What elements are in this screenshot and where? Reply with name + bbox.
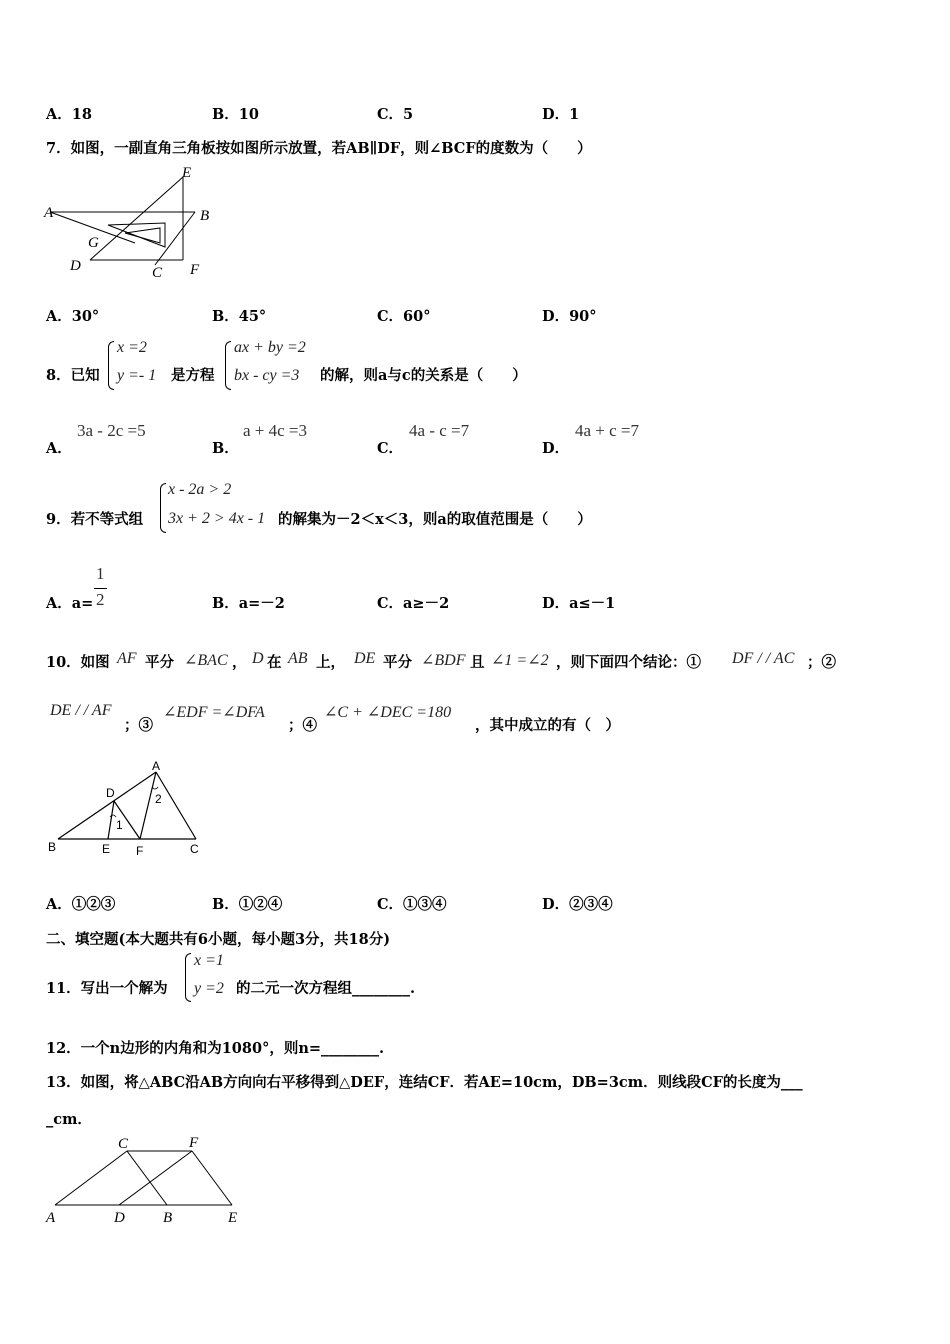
q8-option-a-expr: 3a - 2c =5	[77, 421, 146, 440]
q10-option-b: B．①②④	[212, 896, 283, 913]
q8-suffix: 的解，则a与c的关系是（ ）	[320, 367, 527, 384]
q9-brace	[160, 483, 166, 533]
q8-option-a-letter: A．	[46, 440, 72, 457]
q10-line1-text-6: 平分	[383, 654, 412, 671]
q10-line1-text-2: 平分	[145, 654, 174, 671]
q9-option-a-prefix: A．a=	[46, 595, 94, 612]
q8-option-c-letter: C．	[377, 440, 404, 457]
q11-brace	[185, 953, 191, 1002]
q13-label-b: B	[163, 1210, 173, 1226]
q8-sys1-eq2: y =- 1	[117, 367, 157, 384]
q10-label-b: B	[48, 840, 57, 854]
q10-line2-text-2: ；④	[288, 717, 317, 734]
q7-option-b: B．45°	[212, 308, 267, 325]
q10-line1-text-1: 10．如图	[46, 654, 110, 671]
q13-label-a: A	[46, 1210, 56, 1226]
q13-label-d: D	[114, 1210, 125, 1226]
q9-frac-den: 2	[96, 590, 105, 609]
q9-frac-bar	[94, 588, 107, 589]
q10-line2-math-3: ∠C + ∠DEC =180	[324, 704, 452, 721]
q10-label-f: F	[136, 844, 144, 858]
q11-suffix: 的二元一次方程组________.	[236, 980, 416, 997]
q10-line1-text-4: 在	[267, 654, 282, 671]
q6-option-d: D．1	[542, 106, 580, 123]
q8-sys1-eq1: x =2	[117, 339, 147, 356]
q10-line1-math-1: AF	[117, 650, 137, 667]
q12-text: 12．一个n边形的内角和为1080°，则n=________.	[46, 1040, 385, 1057]
q7-label-g: G	[88, 235, 99, 251]
q8-sys2-eq1: ax + by =2	[234, 339, 306, 356]
q8-brace-1	[108, 341, 114, 390]
q9-option-c: C．a≥－2	[377, 595, 450, 612]
q10-line1-math-2: ∠BAC	[184, 652, 228, 669]
q10-line1-math-4: AB	[288, 650, 308, 667]
q10-line1-text-8: ，则下面四个结论：①	[556, 654, 701, 671]
q8-option-d-letter: D．	[542, 440, 570, 457]
q7-label-e: E	[182, 165, 192, 181]
q10-label-e: E	[102, 842, 111, 856]
q10-label-angle1: 1	[116, 818, 123, 832]
q13-figure	[42, 1133, 252, 1228]
q7-stem: 7．如图，一副直角三角板按如图所示放置，若AB∥DF，则∠BCF的度数为（ ）	[46, 140, 592, 157]
q10-line2-text-3: ，其中成立的有（ ）	[475, 717, 620, 734]
q7-option-c: C．60°	[377, 308, 431, 325]
q10-line2-text-1: ；③	[124, 717, 153, 734]
q7-label-d: D	[70, 258, 81, 274]
q9-suffix: 的解集为－2＜x＜3，则a的取值范围是（ ）	[278, 511, 592, 528]
q9-sys-eq1: x - 2a > 2	[168, 481, 232, 498]
q10-figure	[44, 755, 214, 860]
q10-line1-text-7: 且	[470, 654, 485, 671]
q13-line2: _cm．	[46, 1111, 92, 1128]
q8-brace-2	[225, 341, 231, 390]
q7-label-c: C	[152, 265, 163, 281]
q10-line1-math-6: ∠BDF	[421, 652, 466, 669]
q10-label-c: C	[190, 842, 199, 856]
q10-line1-math-3: D	[252, 650, 264, 667]
q7-option-a: A．30°	[46, 308, 100, 325]
q13-label-e: E	[228, 1210, 238, 1226]
q10-line1-math-5: DE	[354, 650, 376, 667]
q11-sys-eq2: y =2	[194, 980, 224, 997]
q13-line1: 13．如图，将△ABC沿AB方向向右平移得到△DEF，连结CF．若AE=10cm，DB=3cm．则线段CF的长度为___	[46, 1074, 803, 1091]
section2-title: 二、填空题(本大题共有6小题，每小题3分，共18分)	[46, 931, 391, 948]
q9-frac-num: 1	[96, 564, 105, 583]
q7-label-f: F	[190, 262, 200, 278]
q13-label-f: F	[189, 1135, 199, 1151]
q10-line2-math-1: DE / / AF	[50, 702, 112, 719]
q8-option-c-expr: 4a - c =7	[409, 421, 470, 440]
q10-line1-math-8: DF / / AC	[732, 650, 795, 667]
q13-label-c: C	[118, 1136, 129, 1152]
q10-line1-text-3: ，	[232, 654, 247, 671]
q10-option-a: A．①②③	[46, 896, 116, 913]
q8-option-d-expr: 4a + c =7	[575, 421, 640, 440]
q10-label-d: D	[106, 786, 115, 800]
q6-option-c: C．5	[377, 106, 414, 123]
q6-option-b: B．10	[212, 106, 259, 123]
q7-option-d: D．90°	[542, 308, 597, 325]
q9-prefix: 9．若不等式组	[46, 511, 144, 528]
q10-line1-text-5: 上，	[316, 654, 345, 671]
q6-option-a: A．18	[46, 106, 92, 123]
q9-option-d: D．a≤－1	[542, 595, 616, 612]
q7-figure	[40, 165, 220, 280]
q10-option-d: D．②③④	[542, 896, 613, 913]
q8-sys2-eq2: bx - cy =3	[234, 367, 300, 384]
q10-line1-text-9: ；②	[807, 654, 836, 671]
q9-option-b: B．a=－2	[212, 595, 285, 612]
q8-prefix: 8．已知	[46, 367, 100, 384]
q8-option-b-letter: B．	[212, 440, 239, 457]
q11-prefix: 11．写出一个解为	[46, 980, 168, 997]
q11-sys-eq1: x =1	[194, 952, 224, 969]
q10-option-c: C．①③④	[377, 896, 447, 913]
q10-line2-math-2: ∠EDF =∠DFA	[163, 704, 265, 721]
q7-label-a: A	[44, 205, 54, 221]
q10-label-a: A	[152, 759, 161, 773]
q10-line1-math-7: ∠1 =∠2	[491, 652, 549, 669]
q8-mid: 是方程	[171, 367, 215, 384]
q9-sys-eq2: 3x + 2 > 4x - 1	[168, 510, 266, 527]
q7-label-b: B	[200, 208, 210, 224]
q8-option-b-expr: a + 4c =3	[243, 421, 308, 440]
q10-label-angle2: 2	[155, 792, 162, 806]
